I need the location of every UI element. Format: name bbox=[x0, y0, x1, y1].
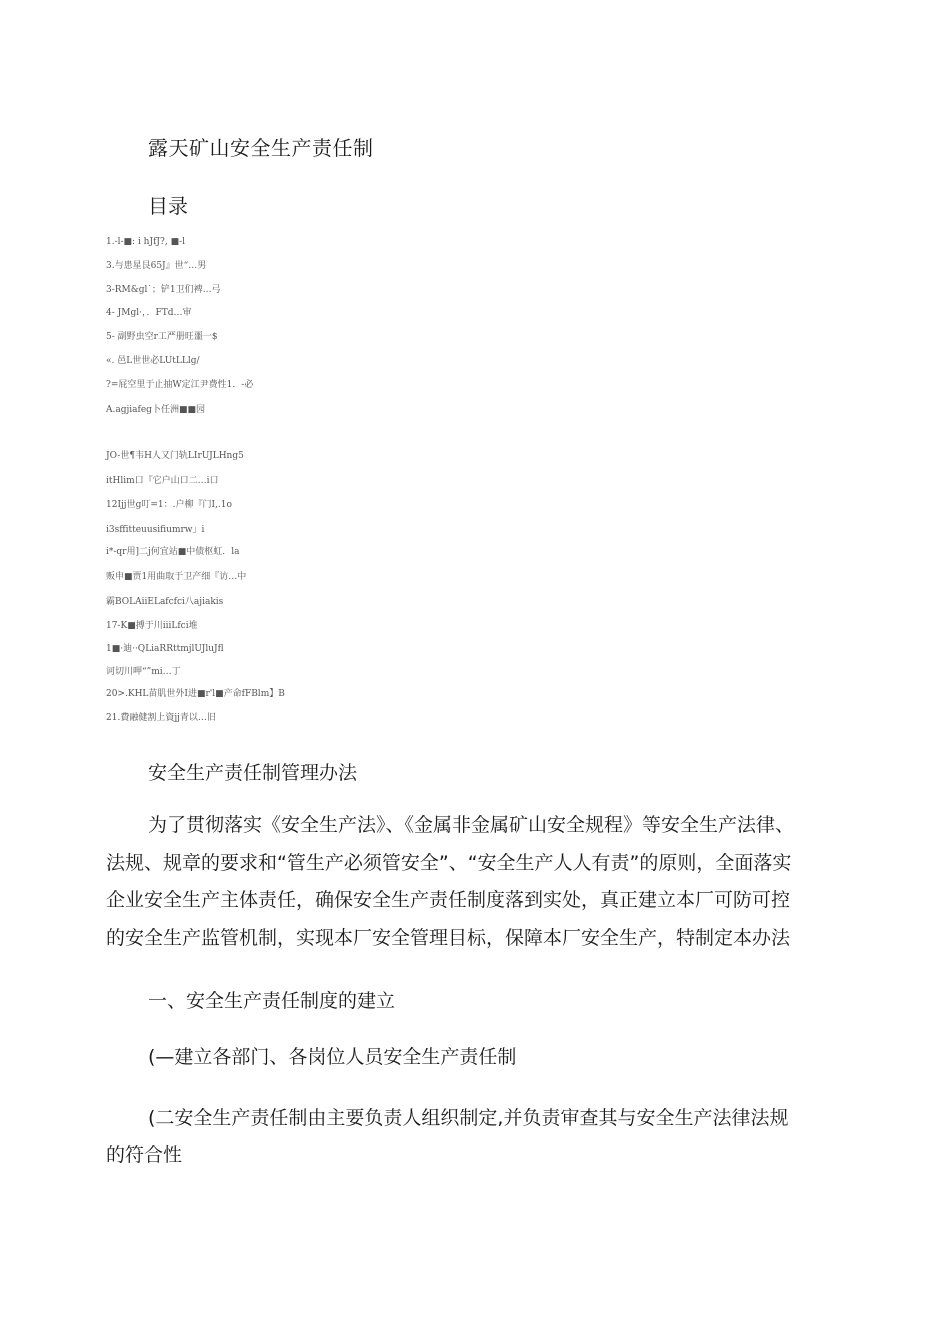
toc-item[interactable]: 4- JMgl·，．FTd…审 bbox=[106, 308, 192, 318]
toc-item[interactable]: i3sffitteuusifiumrw」i bbox=[106, 525, 205, 535]
toc-item[interactable]: 17-K■搏于川iiiLfci堆 bbox=[106, 621, 198, 631]
heading-1: 一、安全生产责任制度的建立 bbox=[148, 990, 396, 1012]
toc-item[interactable]: 20>.KHL苗肌世外I进■r'l■产命fFBlm】B bbox=[106, 689, 285, 699]
toc-item[interactable]: 1■·迪··QLiaRRttmjlUJluJfl bbox=[106, 644, 224, 654]
toc-item[interactable]: 21.費融健割上資jj青以…旧 bbox=[106, 713, 216, 723]
item-2-line: (二安全生产责任制由主要负责人组织制定,并负责审查其与安全生产法律法规 bbox=[148, 1107, 789, 1129]
item-2 bbox=[106, 1100, 846, 1174]
intro-line: 企业安全生产主体责任，确保安全生产责任制度落到实处，真正建立本厂可防可控 bbox=[106, 889, 791, 911]
toc-item[interactable]: itHlim口『它户山口二…i口 bbox=[106, 476, 219, 486]
toc-item[interactable]: 3-RM&gl˙；铲1卫们裨…弓 bbox=[106, 285, 221, 295]
toc-item[interactable]: A.agjiafeg卜任洲■■园 bbox=[106, 405, 205, 415]
intro-line: 法规、规章的要求和“管生产必须管安全”、“安全生产人人有责”的原则，全面落实 bbox=[106, 851, 792, 874]
toc-item[interactable]: 3.与患星艮65J』世“…男 bbox=[106, 261, 207, 271]
toc-item[interactable]: 贩申■贾1用曲取于卫产细『访…中 bbox=[106, 572, 247, 582]
intro-line: 的安全生产监管机制，实现本厂安全管理目标，保障本厂安全生产，特制定本办法 bbox=[106, 926, 791, 949]
intro-paragraph bbox=[106, 807, 846, 957]
toc-item[interactable]: 5- 副野虫空r工严册旺噩一$ bbox=[106, 332, 218, 342]
toc-item[interactable]: 1.-l-■: i hJfJ?, ■-l bbox=[106, 237, 185, 247]
intro-line: 为了贯彻落实《安全生产法》、《金属非金属矿山安全规程》等安全生产法律、 bbox=[148, 814, 795, 836]
toc-item[interactable]: JO-世¶韦H人又门轨LIrUJLHng5 bbox=[106, 451, 244, 461]
item-1: (—建立各部门、各岗位人员安全生产责任制 bbox=[148, 1046, 517, 1068]
toc-item[interactable]: 12Ijj世g叮=1：.户柳『门I,.1o bbox=[106, 500, 232, 510]
toc-item[interactable]: i*-qr用]二j何宜站■中债枢虹．la bbox=[106, 547, 240, 557]
document-title: 露天矿山安全生产责任制 bbox=[148, 136, 374, 160]
toc-item[interactable]: 诃切川呷“”mi…丁 bbox=[106, 667, 181, 677]
toc-item[interactable]: 霸BOLAiiELafcfci八ajiakis bbox=[106, 597, 224, 607]
toc-item[interactable]: ?=屁空里于止抽W定江尹费性1．-必 bbox=[106, 380, 254, 390]
toc-item[interactable]: «. 邑L世世必LUtLLlg/ bbox=[106, 356, 200, 366]
section-title: 安全生产责任制管理办法 bbox=[148, 762, 358, 784]
item-2-line: 的符合性 bbox=[106, 1144, 183, 1166]
toc-heading: 目录 bbox=[148, 194, 188, 218]
